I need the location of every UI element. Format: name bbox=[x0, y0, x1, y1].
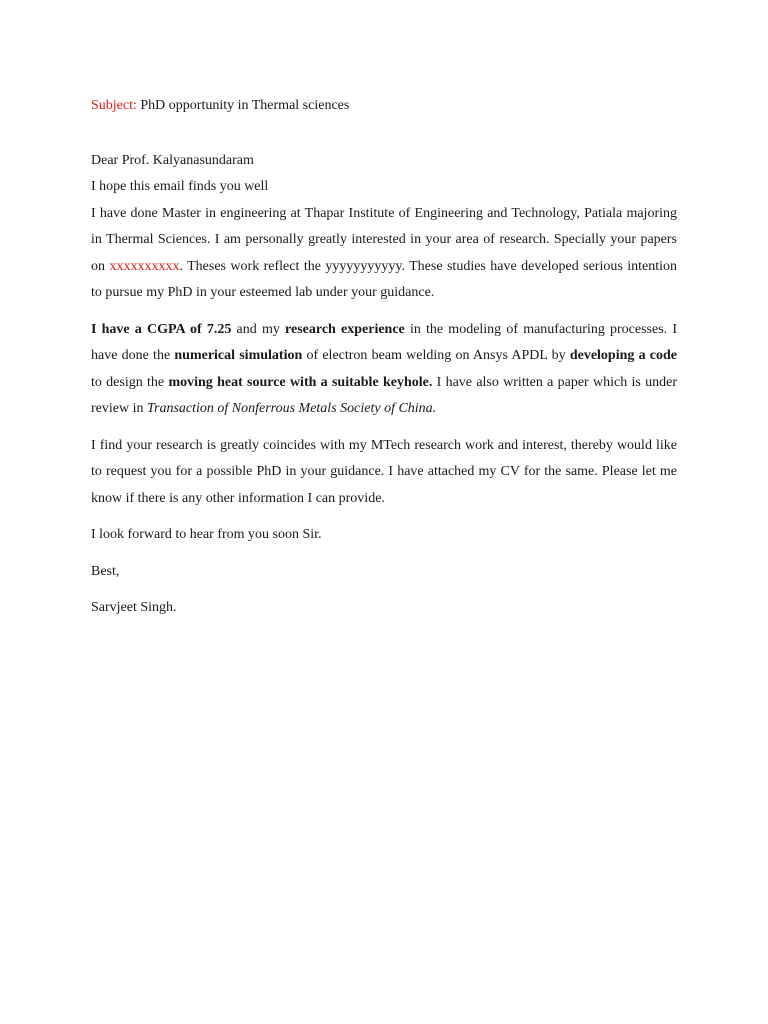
closing-line: I look forward to hear from you soon Sir. bbox=[91, 527, 322, 542]
subject-line bbox=[91, 93, 677, 120]
greeting: Dear Prof. Kalyanasundaram bbox=[91, 152, 254, 168]
para1-text-1: I have done Master in engineering at Thapar Institute of Engineering and Technology, Patiala majoring in Thermal Sciences. I am personally greatly interested in your area of research. Specially your papers on bbox=[91, 205, 677, 274]
numerical-simulation-highlight: numerical simulation bbox=[174, 348, 303, 363]
signature: Sarvjeet Singh. bbox=[91, 600, 177, 615]
paragraph-request: I find your research is greatly coincides with my MTech research work and interest, thereby would like to request you for a possible PhD in your guidance. I have attached my CV for the same. Please let me know if there is any other information I can provide. bbox=[91, 437, 677, 506]
opening-line: I hope this email finds you well bbox=[91, 179, 269, 194]
paragraph-background bbox=[91, 201, 677, 307]
para1-text-2: . Theses work reflect the yyyyyyyyyyy. These studies have developed serious intention to pursue my PhD in your esteemed lab under your guidance. bbox=[91, 258, 677, 300]
heat-source-highlight: moving heat source with a suitable keyhole. bbox=[168, 374, 433, 390]
paragraph-experience bbox=[91, 317, 677, 423]
para2-text-4: to design the bbox=[91, 374, 169, 390]
papers-placeholder: xxxxxxxxxx bbox=[109, 258, 180, 274]
para2-text-2: in the modeling of manufacturing processes. I have done the bbox=[91, 321, 678, 363]
signoff: Best, bbox=[91, 563, 120, 579]
para2-text-1: and my bbox=[231, 321, 286, 337]
journal-name: Transaction of Nonferrous Metals Society of China. bbox=[146, 401, 437, 416]
cgpa-highlight: I have a CGPA of 7.25 bbox=[91, 321, 232, 337]
para2-text-5: I have also written a paper which is under review in bbox=[91, 374, 678, 416]
para2-text-3: of electron beam welding on Ansys APDL by bbox=[302, 348, 570, 363]
developing-code-highlight: developing a code bbox=[569, 348, 678, 363]
research-experience-highlight: research experience bbox=[285, 321, 405, 337]
subject-text: PhD opportunity in Thermal sciences bbox=[136, 98, 350, 113]
subject-label: Subject: bbox=[91, 98, 137, 113]
